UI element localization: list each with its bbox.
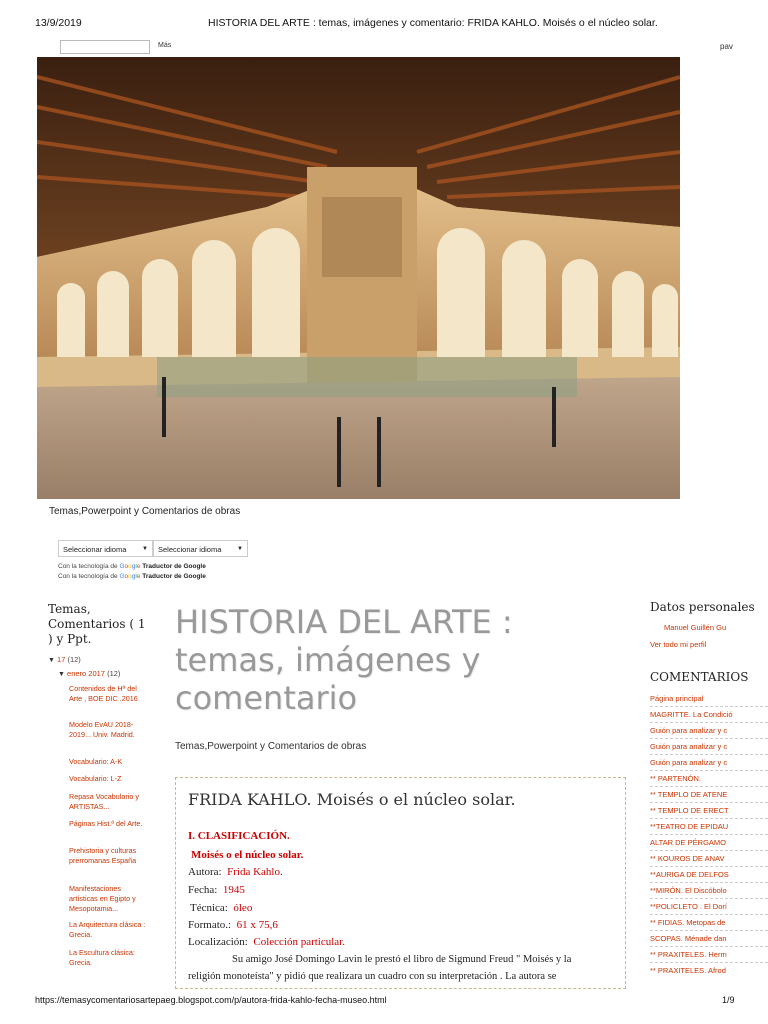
page-link[interactable]: SCOPAS. Ménade dan xyxy=(650,934,727,943)
post-body-line: Su amigo José Domingo Lavin le prestó el libro de Sigmund Freud " Moisés y la xyxy=(232,954,572,965)
page-link[interactable]: **AURIGA DE DELFOS xyxy=(650,870,729,879)
archive-post-link[interactable]: Vocabulario: L-Z xyxy=(69,774,122,783)
field-row: Autora: Frida Kahlo. xyxy=(188,866,283,878)
page-link[interactable]: Guión para analizar y c xyxy=(650,726,728,735)
language-select-label: Seleccionar idioma xyxy=(158,545,222,554)
language-select-1[interactable] xyxy=(58,540,153,557)
field-value: óleo xyxy=(233,902,253,914)
page-link[interactable]: **TEATRO DE EPIDAU xyxy=(650,822,729,831)
archive-year-count: (12) xyxy=(67,655,81,664)
section-heading: I. CLASIFICACIÓN. xyxy=(188,830,290,842)
field-value: Colección particular. xyxy=(253,936,345,948)
page-link[interactable]: **POLICLETO . El Dorí xyxy=(650,902,727,911)
triangle-down-icon[interactable]: ▼ xyxy=(58,671,65,678)
page-link[interactable]: ** PARTENÓN. xyxy=(650,774,701,783)
comments-title: COMENTARIOS xyxy=(650,670,749,684)
powered-by-google-2[interactable]: Con la tecnología de Google Traductor de Google xyxy=(58,573,206,580)
post-title: FRIDA KAHLO. Moisés o el núcleo solar. xyxy=(188,790,516,809)
archive-year[interactable] xyxy=(48,655,81,664)
archive-post-link[interactable]: Contenidos de Hª del Arte , BOE DIC .2016 xyxy=(69,684,138,703)
profile-title: Datos personales xyxy=(650,600,755,614)
archive-post-link[interactable]: Modelo EvAU 2018-2019... Univ. Madrid. xyxy=(69,720,135,739)
page-link[interactable]: ** TEMPLO DE ATENE xyxy=(650,790,728,799)
header-banner-image xyxy=(37,57,680,499)
chevron-down-icon: ▼ xyxy=(142,546,148,552)
language-select-label: Seleccionar idioma xyxy=(63,545,127,554)
page-link[interactable]: **MIRÓN. El Discóbolo xyxy=(650,886,727,895)
powered-by-google-1[interactable]: Con la tecnología de Google Traductor de Google xyxy=(58,563,206,570)
field-row: Formato.: 61 x 75,6 xyxy=(188,919,278,931)
post-body-line: religión monoteísta" y pidió que realizara un cuadro con su interpretación . La autora se xyxy=(188,971,557,982)
work-title: Moisés o el núcleo solar. xyxy=(191,849,304,861)
page-link[interactable]: Guión para analizar y c xyxy=(650,742,728,751)
field-value: 61 x 75,6 xyxy=(236,919,278,931)
archive-month-count: (12) xyxy=(107,669,121,678)
sidebar-left-title: Temas, Comentarios ( 1 ) y Ppt. xyxy=(48,602,146,646)
field-value: 1945 xyxy=(222,884,245,896)
archive-post-link[interactable]: Repasa Vocabulario y ARTISTAS... xyxy=(69,792,139,811)
page-link[interactable]: Página principal xyxy=(650,694,704,703)
field-row: Localización: Colección particular. xyxy=(188,936,345,948)
page-link[interactable]: ** PRAXITELES. Herm xyxy=(650,950,727,959)
chevron-down-icon: ▼ xyxy=(237,546,243,552)
archive-post-link[interactable]: Manifestaciones artísticas en Egipto y Mesopotamia... xyxy=(69,884,136,913)
page-link[interactable]: Guión para analizar y c xyxy=(650,758,728,767)
page-link[interactable]: ** TEMPLO DE ERECT xyxy=(650,806,729,815)
archive-post-link[interactable]: Páginas Hist.ª del Arte. xyxy=(69,819,143,828)
field-value: Frida Kahlo. xyxy=(227,866,283,878)
page-link[interactable]: MAGRITTE. La Condició xyxy=(650,710,733,719)
blog-description: Temas,Powerpoint y Comentarios de obras xyxy=(175,741,367,752)
archive-post-link[interactable]: Vocabulario: A-K xyxy=(69,757,123,766)
toolbar-right-text[interactable]: pav xyxy=(720,42,733,51)
field-row: Técnica: óleo xyxy=(190,902,253,914)
banner-caption: Temas,Powerpoint y Comentarios de obras xyxy=(49,506,241,517)
page-link[interactable]: ** FIDIAS. Metopas de xyxy=(650,918,726,927)
archive-post-link[interactable]: La Escultura clásica: Grecia. xyxy=(69,948,135,967)
page-link[interactable]: ALTAR DE PÉRGAMO xyxy=(650,838,726,847)
language-select-2[interactable] xyxy=(153,540,248,557)
blog-title[interactable]: HISTORIA DEL ARTE : temas, imágenes y comentario xyxy=(175,603,513,717)
profile-view-link[interactable]: Ver todo mi perfil xyxy=(650,640,707,649)
print-url: https://temasycomentariosartepaeg.blogspot.com/p/autora-frida-kahlo-fecha-museo.html xyxy=(35,995,387,1005)
field-row: Fecha: 1945 xyxy=(188,884,245,896)
archive-year-label[interactable]: 17 xyxy=(57,655,66,664)
print-date: 13/9/2019 xyxy=(35,17,82,29)
search-input[interactable] xyxy=(60,40,150,54)
profile-name-link[interactable]: Manuel Guillén Gu xyxy=(664,623,727,632)
archive-month-label[interactable]: enero 2017 xyxy=(67,669,105,678)
archive-month[interactable] xyxy=(58,669,120,678)
more-link[interactable]: Más xyxy=(158,42,172,49)
page-link[interactable]: ** KOUROS DE ANAV xyxy=(650,854,725,863)
triangle-down-icon[interactable]: ▼ xyxy=(48,657,55,664)
print-page-title: HISTORIA DEL ARTE : temas, imágenes y comentario: FRIDA KAHLO. Moisés o el núcleo solar. xyxy=(208,17,658,29)
print-page-number: 1/9 xyxy=(722,995,735,1005)
archive-post-link[interactable]: La Arquitectura clásica : Grecia. xyxy=(69,920,146,939)
page-link[interactable]: ** PRAXITELES. Afrod xyxy=(650,966,726,975)
archive-post-link[interactable]: Prehistoria y culturas prerromanas España xyxy=(69,846,137,865)
